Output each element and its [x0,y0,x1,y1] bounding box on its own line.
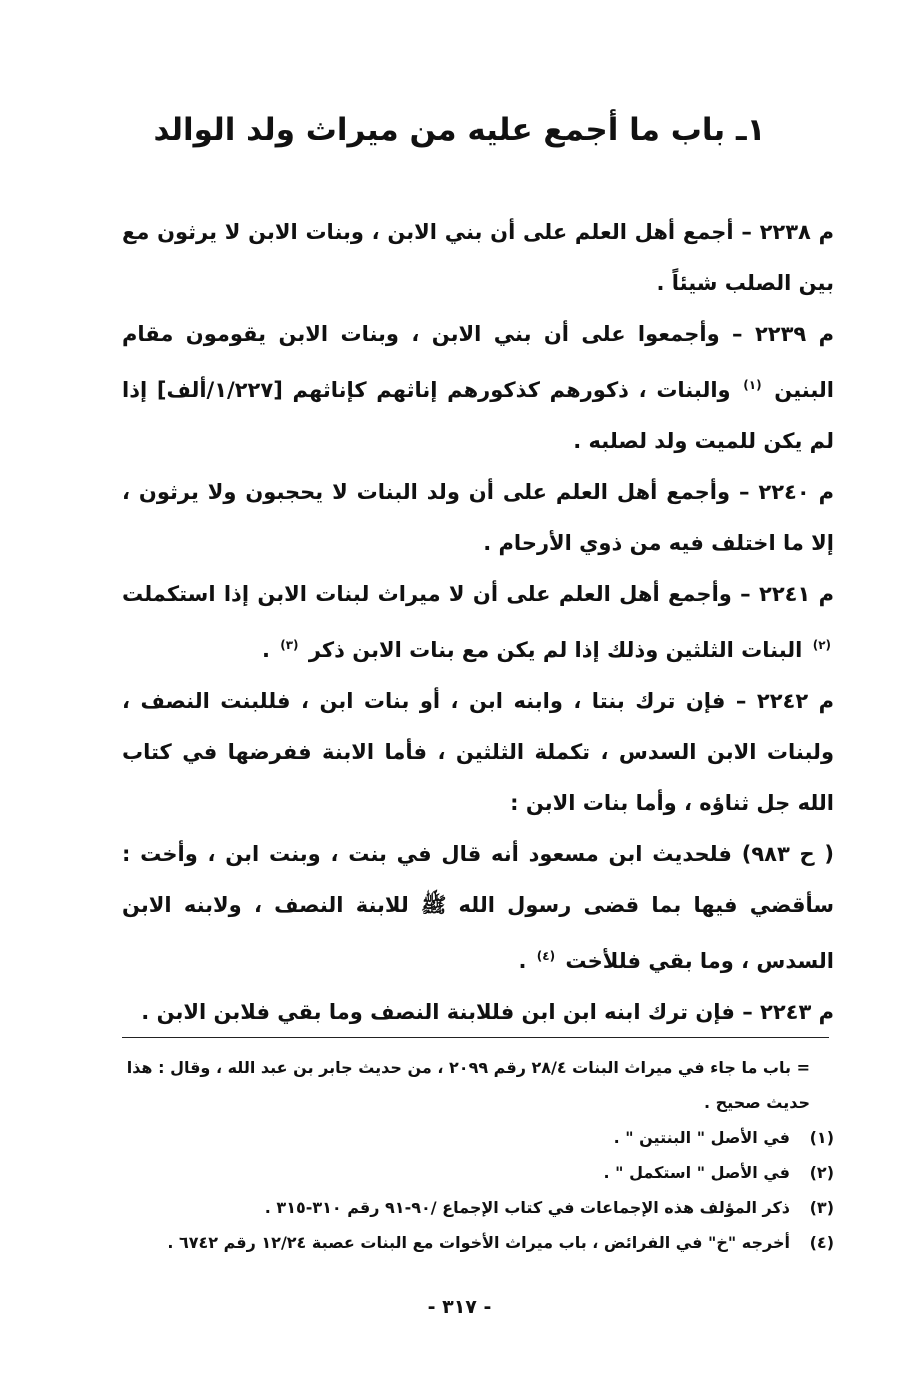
footnote-text: في الأصل " البنتين " . [613,1128,790,1147]
footnote-divider [122,1037,829,1038]
entry-text: – وأجمع أهل العلم على أن ولد البنات لا يحجبون ولا يرثون ، إلا ما اختلف فيه من ذوي الأرحام . [122,480,834,555]
entry-text: – وأجمعوا على أن بني الابن ، وبنات الابن يقومون مقام البنين [122,322,834,402]
footnote-ref[interactable]: (٤) [536,949,556,963]
footnote-mark: (٢) [809,1163,834,1182]
footnote-text: = باب ما جاء في ميراث البنات ٢٨/٤ رقم ٢٠٩٩ ، من حديث جابر بن عبد الله ، وقال : هذا حديث صحيح . [126,1058,810,1112]
entry-2243 [122,987,834,1038]
entry-text: – وأجمع أهل العلم على أن لا ميراث لبنات الابن إذا استكملت [122,582,751,606]
page-number: - ٣١٧ - [427,1296,492,1318]
footnote-ref[interactable]: (١) [743,378,762,392]
entry-2240 [122,467,834,569]
footnote-mark: (٤) [809,1233,834,1252]
entry-text-continued: والبنات ، ذكورهم كذكورهم إناثهم كإناثهم [١/٢٢٧/ألف] إذا لم يكن للميت ولد لصلبه . [122,378,834,453]
hadith-text: فلحديث ابن مسعود أنه قال في بنت ، وبنت ابن ، وأخت : سأقضي فيها بما قضى رسول الله ﷺ للابنة النصف ، ولابنه الابن السدس ، وما بقي فللأخت [122,842,834,973]
entry-number: م ٢٢٤٢ [756,689,835,713]
entry-number: م ٢٢٣٨ [759,220,834,244]
footnote-1 [122,1120,834,1155]
hadith-number: ( ح ٩٨٣) [741,842,835,866]
entry-number: م ٢٢٤١ [759,582,835,606]
footnote-text: ذكر المؤلف هذه الإجماعات في كتاب الإجماع /٩٠-٩١ رقم ٣١٠-٣١٥ . [264,1198,790,1217]
entry-text: – فإن ترك بنتا ، وابنه ابن ، أو بنات ابن ، فللبنت النصف ، ولبنات الابن السدس ، تكملة الثلثين ، فأما الابنة ففرضها في كتاب الله جل ثناؤه ، وأما بنات الابن : [122,689,834,815]
entry-text-continued: البنات الثلثين وذلك إذا لم يكن مع بنات الابن ذكر [308,638,803,662]
footnote-ref[interactable]: (٣) [280,638,299,652]
entry-number: م ٢٢٤٠ [758,480,835,504]
footnote-3 [122,1190,834,1225]
entry-2238 [122,207,834,309]
footnote-mark: (١) [809,1128,834,1147]
entry-text: – فإن ترك ابنه ابن ابن فللابنة النصف وما بقي فلابن الابن . [141,1000,753,1024]
entry-number: م ٢٢٣٩ [754,322,835,346]
footnote-mark: (٣) [809,1198,834,1217]
footnote-continuation [122,1050,834,1120]
footnotes [122,1050,834,1260]
hadith-text-end: . [518,949,527,973]
entry-2242 [122,676,834,829]
footnote-text: في الأصل " استكمل " . [603,1163,790,1182]
hadith-983 [122,829,834,987]
entry-2241 [122,569,834,676]
entry-text: – أجمع أهل العلم على أن بني الابن ، وبنات الابن لا يرثون مع بين الصلب شيئاً . [122,220,834,295]
entry-2239 [122,309,834,467]
entry-text-end: . [261,638,270,662]
entry-number: م ٢٢٤٣ [760,1000,834,1024]
main-text [122,207,834,1038]
chapter-title: ١ـ باب ما أجمع عليه من ميراث ولد الوالد [153,112,766,148]
footnote-ref[interactable]: (٢) [812,638,831,652]
footnote-text: أخرجه "خ" في الفرائض ، باب ميراث الأخوات مع البنات عصبة ١٢/٢٤ رقم ٦٧٤٢ . [167,1233,790,1252]
footnote-2 [122,1155,834,1190]
footnote-4 [122,1225,834,1260]
